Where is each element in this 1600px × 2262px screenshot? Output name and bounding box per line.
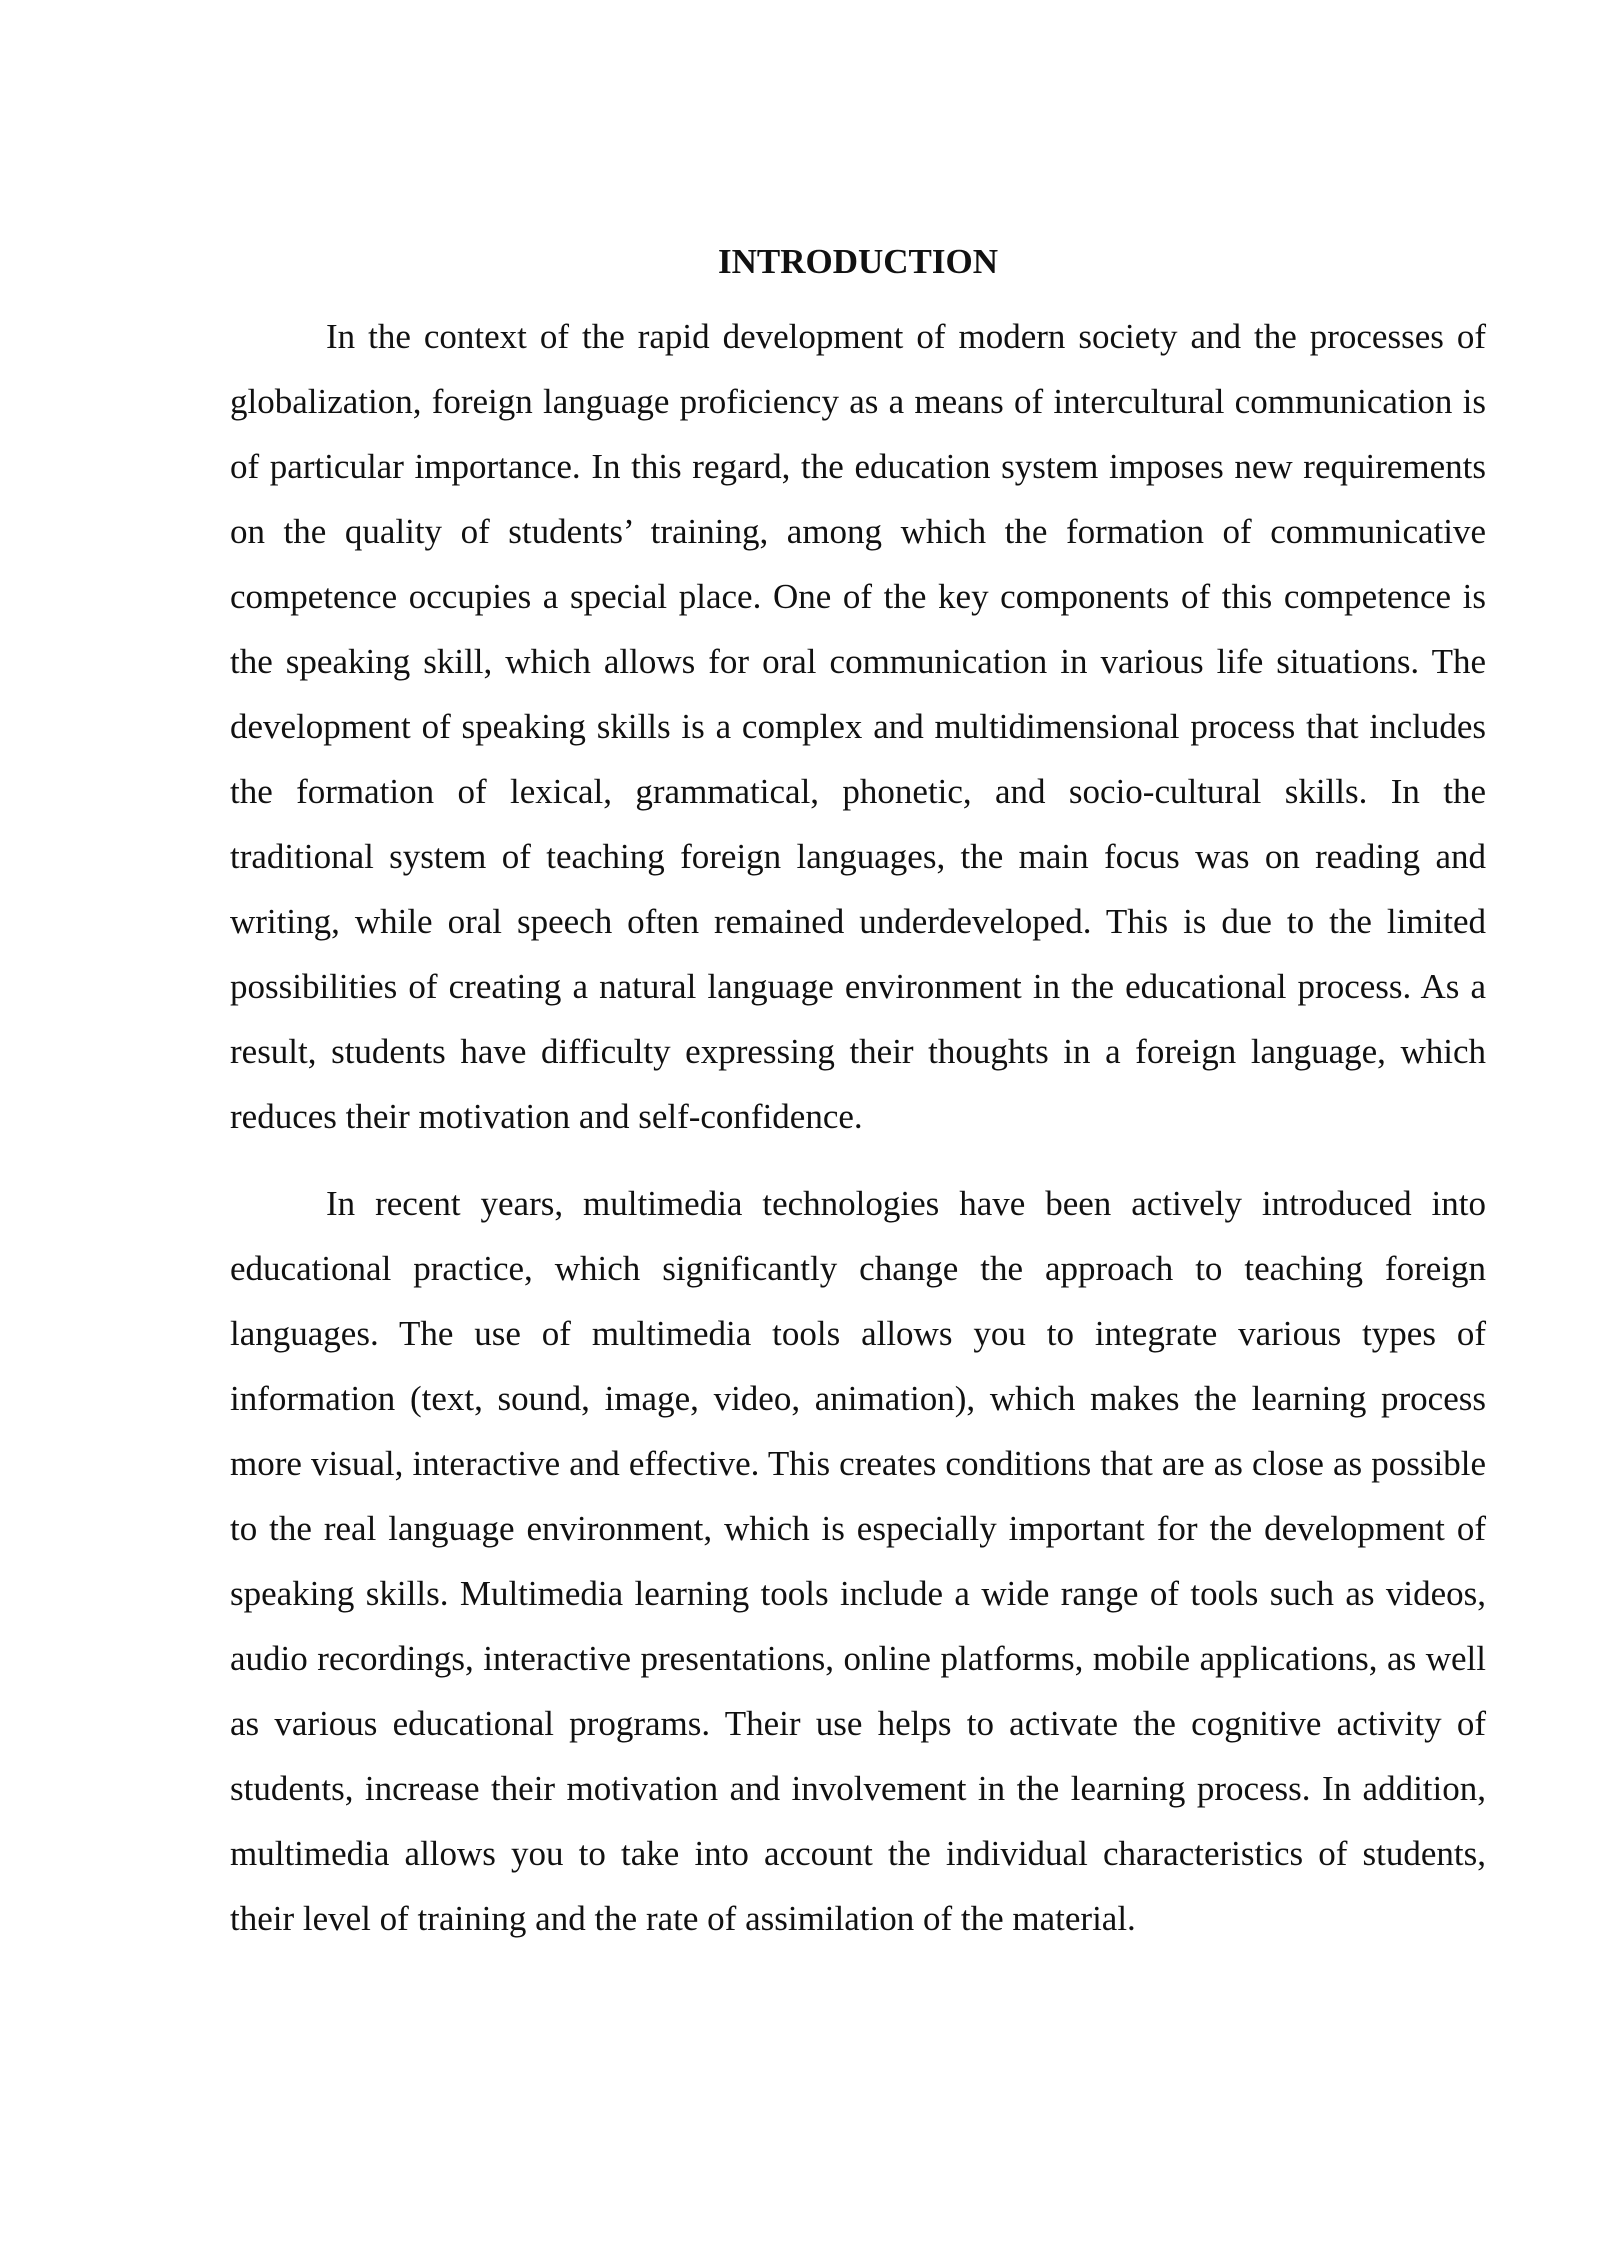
section-title: INTRODUCTION xyxy=(717,242,999,281)
paragraph-2: In recent years, multimedia technologies have been actively introduced into educational practice, which significantly change the approach to teaching foreign languages. The use of multimedia tools allows you to integrate various types of information (text, sound, image, video, animation), which makes the learning process more visual, interactive and effective. This creates conditions that are as close as possible to the real language environment, which is especially important for the development of speaking skills. Multimedia learning tools include a wide range of tools such as videos, audio recordings, interactive presentations, online platforms, mobile applications, as well as various educational programs. Their use helps to activate the cognitive activity of students, increase their motivation and involvement in the learning process. In addition, multimedia allows you to take into account the individual characteristics of students, their level of training and the rate of assimilation of the material. xyxy=(230,1184,1486,1938)
document-page xyxy=(230,236,1486,1973)
paragraph-1: In the context of the rapid development of modern society and the processes of globalization, foreign language proficiency as a means of intercultural communication is of particular importance. In this regard, the education system imposes new requirements on the quality of students’ training, among which the formation of communicative competence occupies a special place. One of the key components of this competence is the speaking skill, which allows for oral communication in various life situations. The development of speaking skills is a complex and multidimensional process that includes the formation of lexical, grammatical, phonetic, and socio-cultural skills. In the traditional system of teaching foreign languages, the main focus was on reading and writing, while oral speech often remained underdeveloped. This is due to the limited possibilities of creating a natural language environment in the educational process. As a result, students have difficulty expressing their thoughts in a foreign language, which reduces their motivation and self-confidence. xyxy=(230,317,1486,1136)
